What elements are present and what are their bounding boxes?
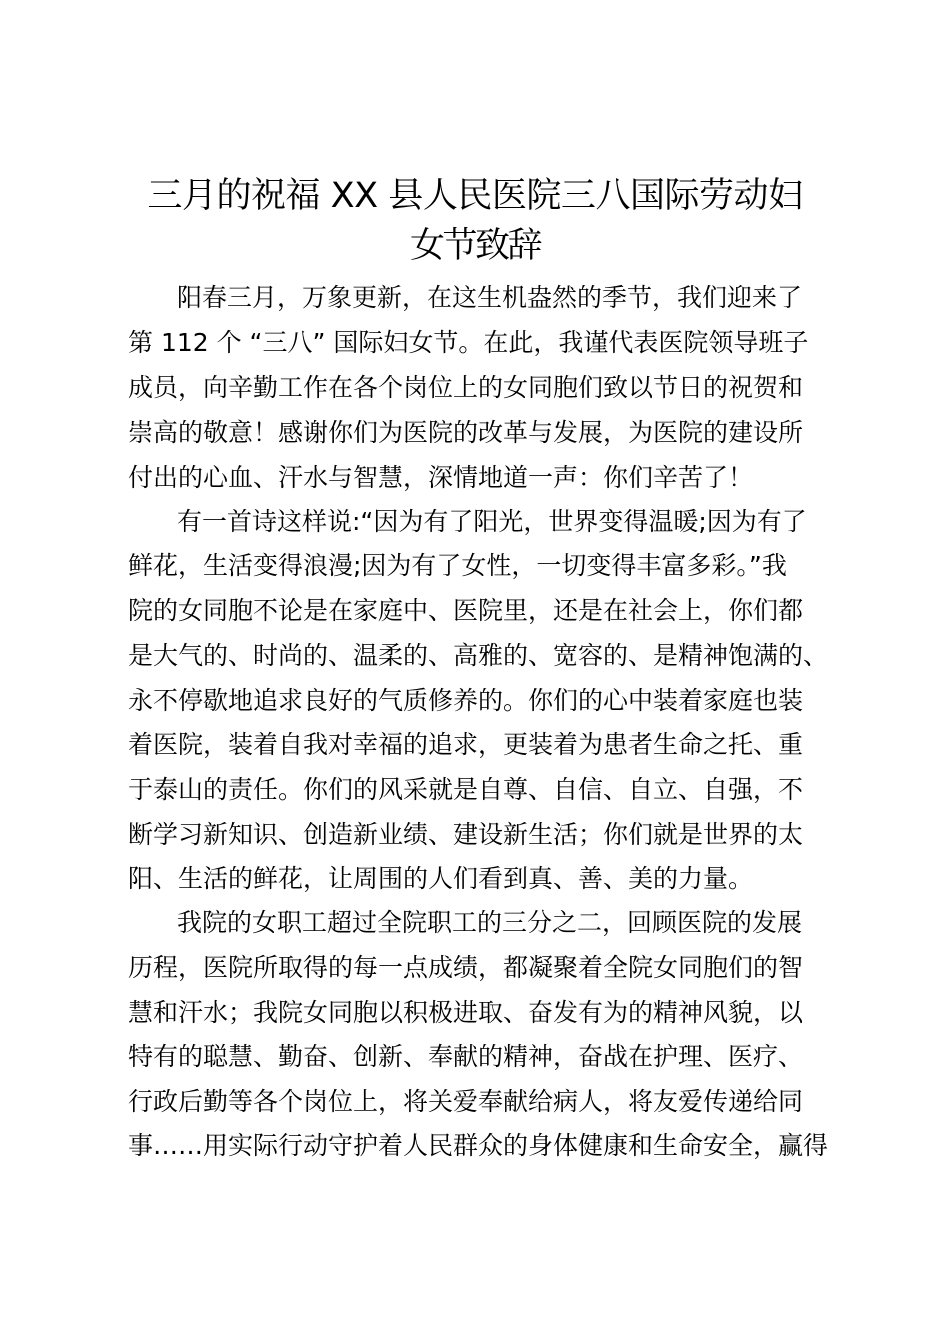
- paragraph-1-line-1: 阳春三月，万象更新，在这生机盎然的季节，我们迎来了: [177, 283, 803, 312]
- paragraph-2-line-4: 是大气的、时尚的、温柔的、高雅的、宽容的、是精神饱满的、: [128, 641, 829, 670]
- paragraph-2-line-7: 于泰山的责任。你们的风采就是自尊、自信、自立、自强，不: [128, 775, 804, 804]
- paragraph-2-line-2: 鲜花，生活变得浪漫;因为有了女性，一切变得丰富多彩。”我: [128, 551, 787, 580]
- paragraph-2-line-5: 永不停歇地追求良好的气质修养的。你们的心中装着家庭也装: [128, 686, 804, 715]
- paragraph-3-line-6: 事……用实际行动守护着人民群众的身体健康和生命安全，赢得: [128, 1131, 829, 1160]
- paragraph-3-line-4: 特有的聪慧、勤奋、创新、奉献的精神，奋战在护理、医疗、: [128, 1042, 804, 1071]
- document-title-line-1: 三月的祝福 XX 县人民医院三八国际劳动妇: [147, 176, 803, 216]
- paragraph-2-line-9: 阳、生活的鲜花，让周围的人们看到真、善、美的力量。: [128, 864, 754, 893]
- document-title-line-2: 女节致辞: [409, 226, 540, 266]
- paragraph-1-line-2: 第 112 个 “三八” 国际妇女节。在此，我谨代表医院领导班子: [128, 328, 809, 357]
- paragraph-1-line-5: 付出的心血、汗水与智慧，深情地道一声：你们辛苦了！: [128, 463, 754, 492]
- paragraph-1-line-3: 成员，向辛勤工作在各个岗位上的女同胞们致以节日的祝贺和: [128, 373, 804, 402]
- paragraph-3-line-2: 历程，医院所取得的每一点成绩，都凝聚着全院女同胞们的智: [128, 953, 804, 982]
- paragraph-1-line-4: 崇高的敬意！感谢你们为医院的改革与发展，为医院的建设所: [128, 418, 804, 447]
- paragraph-3-line-5: 行政后勤等各个岗位上，将关爱奉献给病人，将友爱传递给同: [128, 1087, 804, 1116]
- paragraph-2-line-3: 院的女同胞不论是在家庭中、医院里，还是在社会上，你们都: [128, 596, 804, 625]
- paragraph-3-line-3: 慧和汗水；我院女同胞以积极进取、奋发有为的精神风貌，以: [128, 998, 804, 1027]
- paragraph-3-line-1: 我院的女职工超过全院职工的三分之二，回顾医院的发展: [177, 908, 803, 937]
- paragraph-2-line-6: 着医院，装着自我对幸福的追求，更装着为患者生命之托、重: [128, 730, 804, 759]
- paragraph-2-line-8: 断学习新知识、创造新业绩、建设新生活；你们就是世界的太: [128, 820, 804, 849]
- paragraph-2-line-1: 有一首诗这样说:“因为有了阳光，世界变得温暖;因为有了: [177, 507, 807, 536]
